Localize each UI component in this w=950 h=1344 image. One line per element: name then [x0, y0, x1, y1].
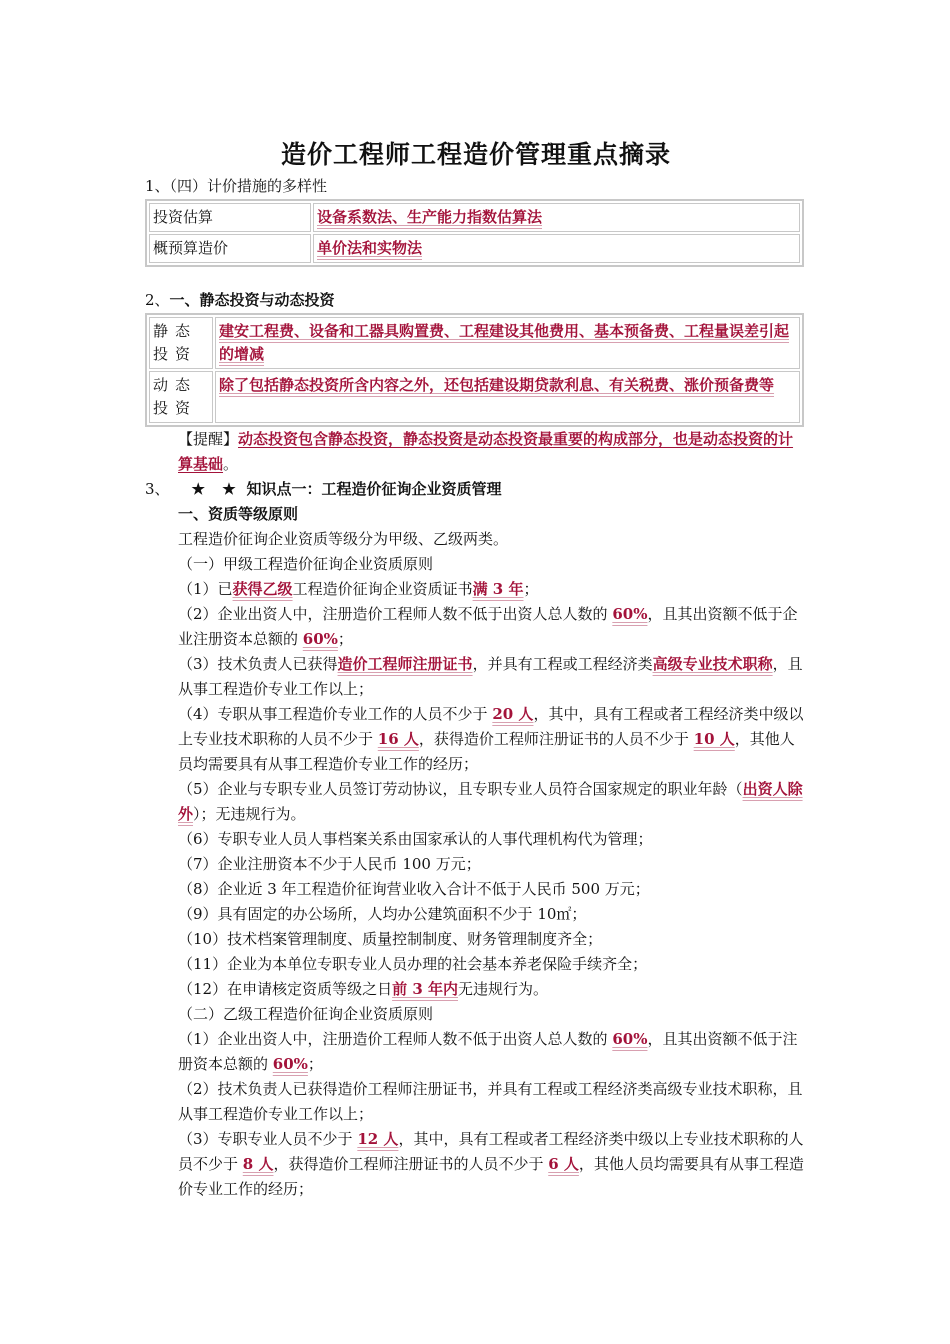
text: （3）技术负责人已获得 [178, 655, 338, 673]
highlight-text: 设备系数法、生产能力指数估算法 [317, 208, 543, 226]
list-item: （11）企业为本单位专职专业人员办理的社会基本养老保险手续齐全； [178, 955, 648, 973]
tip-end: 。 [223, 455, 239, 473]
text: ，且从事工程造价专业工作以上； [178, 655, 803, 698]
tip-paragraph [145, 427, 807, 477]
list-item [145, 577, 807, 602]
list-item: （7）企业注册资本不少于人民币 100 万元； [178, 855, 481, 873]
highlight-text: 16 人 [377, 730, 419, 748]
text: ； [307, 1055, 323, 1073]
highlight-text: 获得乙级 [232, 580, 293, 598]
section-title: 一、静态投资与动态投资 [169, 291, 335, 309]
paragraph: （二）乙级工程造价征询企业资质原则 [178, 1005, 434, 1023]
tip-label: 【提醒】 [178, 430, 239, 448]
highlight-text: 60% [612, 605, 648, 623]
highlight-text: 前 3 年内 [392, 980, 458, 998]
investment-table [145, 313, 804, 427]
row-value [215, 317, 800, 369]
section-2-heading [145, 288, 807, 313]
list-item: （6）专职专业人员人事档案关系由国家承认的人事代理机构代为管理； [178, 830, 653, 848]
highlight-text: 建安工程费、设备和工器具购置费、工程建设其他费用、基本预备费、工程量误差引起的增减 [219, 322, 790, 363]
highlight-text: 高级专业技术职称 [652, 655, 773, 673]
text: ，其他人员均需要具有从事工程造价专业工作的经历； [178, 730, 795, 773]
pricing-methods-table [145, 199, 804, 267]
row-label: 概预算造价 [149, 234, 311, 263]
text: ，且其出资额不低于注册资本总额的 [178, 1030, 798, 1073]
text: ，并具有工程或工程经济类 [472, 655, 653, 673]
text: （12）在申请核定资质等级之日 [178, 980, 393, 998]
text: ，其他人员均需要具有从事工程造价专业工作的经历； [178, 1155, 804, 1198]
list-item: （9）具有固定的办公场所，人均办公建筑面积不少于 10㎡； [178, 905, 587, 923]
document-title: 造价工程师工程造价管理重点摘录 [280, 140, 671, 169]
list-item [145, 1027, 807, 1077]
list-item: （10）技术档案管理制度、质量控制制度、财务管理制度齐全； [178, 930, 603, 948]
list-item [145, 777, 807, 827]
list-item [145, 702, 807, 777]
row-label: 投资估算 [149, 203, 311, 232]
list-item [145, 977, 807, 1002]
text: （4）专职从事工程造价专业工作的人员不少于 [178, 705, 493, 723]
text: （2）企业出资人中，注册造价工程师人数不低于出资人总人数的 [178, 605, 613, 623]
highlight-text: 10 人 [693, 730, 735, 748]
star-icon: ★ ★ [191, 480, 242, 498]
text: ）；无违规行为。 [193, 805, 306, 823]
list-item: （8）企业近 3 年工程造价征询营业收入合计不低于人民币 500 万元； [178, 880, 650, 898]
highlight-text: 8 人 [242, 1155, 274, 1173]
text: ，其中，具有工程或者工程经济类中级以上专业技术职称的人员不少于 [178, 705, 804, 748]
highlight-text: 60% [272, 1055, 308, 1073]
highlight-text: 造价工程师注册证书 [337, 655, 473, 673]
section-title: 知识点一：工程造价征询企业资质管理 [246, 480, 502, 498]
text: ，其中，具有工程或者工程经济类中级以上专业技术职称的人员不少于 [178, 1130, 804, 1173]
text: ，获得造价工程师注册证书的人员不少于 [418, 730, 694, 748]
paragraph: （一）甲级工程造价征询企业资质原则 [178, 555, 434, 573]
highlight-text: 出资人除外 [178, 780, 803, 823]
highlight-text: 动态投资包含静态投资，静态投资是动态投资最重要的构成部分，也是动态投资的计算基础 [178, 430, 794, 473]
row-value [215, 371, 800, 423]
section-3-heading [145, 477, 807, 502]
table-row [149, 371, 800, 423]
highlight-text: 12 人 [357, 1130, 399, 1148]
section-number: 3、 [145, 480, 170, 498]
section-1-heading: 1、（四）计价措施的多样性 [145, 177, 328, 195]
text: （1）已 [178, 580, 233, 598]
text: ； [523, 580, 539, 598]
highlight-text: 60% [302, 630, 338, 648]
text: ； [337, 630, 353, 648]
table-row [149, 317, 800, 369]
list-item [145, 602, 807, 652]
table-row [149, 234, 800, 263]
text: 工程造价征询企业资质证书 [292, 580, 473, 598]
text: （3）专职专业人员不少于 [178, 1130, 358, 1148]
section-number: 2、 [145, 291, 170, 309]
text: ，获得造价工程师注册证书的人员不少于 [273, 1155, 549, 1173]
highlight-text: 单价法和实物法 [317, 239, 423, 257]
list-item [145, 652, 807, 702]
subheading: 一、资质等级原则 [178, 505, 299, 523]
highlight-text: 满 3 年 [472, 580, 524, 598]
highlight-text: 20 人 [492, 705, 534, 723]
highlight-text: 除了包括静态投资所含内容之外，还包括建设期贷款利息、有关税费、涨价预备费等 [219, 376, 775, 394]
text: 无违规行为。 [457, 980, 548, 998]
text: ，且其出资额不低于企业注册资本总额的 [178, 605, 798, 648]
text: （5）企业与专职专业人员签订劳动协议，且专职专业人员符合国家规定的职业年龄（ [178, 780, 743, 798]
highlight-text: 6 人 [548, 1155, 579, 1173]
text: （1）企业出资人中，注册造价工程师人数不低于出资人总人数的 [178, 1030, 613, 1048]
table-row [149, 203, 800, 232]
list-item: （2）技术负责人已获得造价工程师注册证书，并具有工程或工程经济类高级专业技术职称，且从事工程造价专业工作以上； [178, 1080, 803, 1123]
highlight-text: 60% [612, 1030, 648, 1048]
row-value [313, 203, 800, 232]
row-label: 静态投资 [149, 317, 213, 369]
paragraph: 工程造价征询企业资质等级分为甲级、乙级两类。 [178, 530, 509, 548]
list-item [145, 1127, 807, 1202]
row-label: 动态投资 [149, 371, 213, 423]
row-value [313, 234, 800, 263]
